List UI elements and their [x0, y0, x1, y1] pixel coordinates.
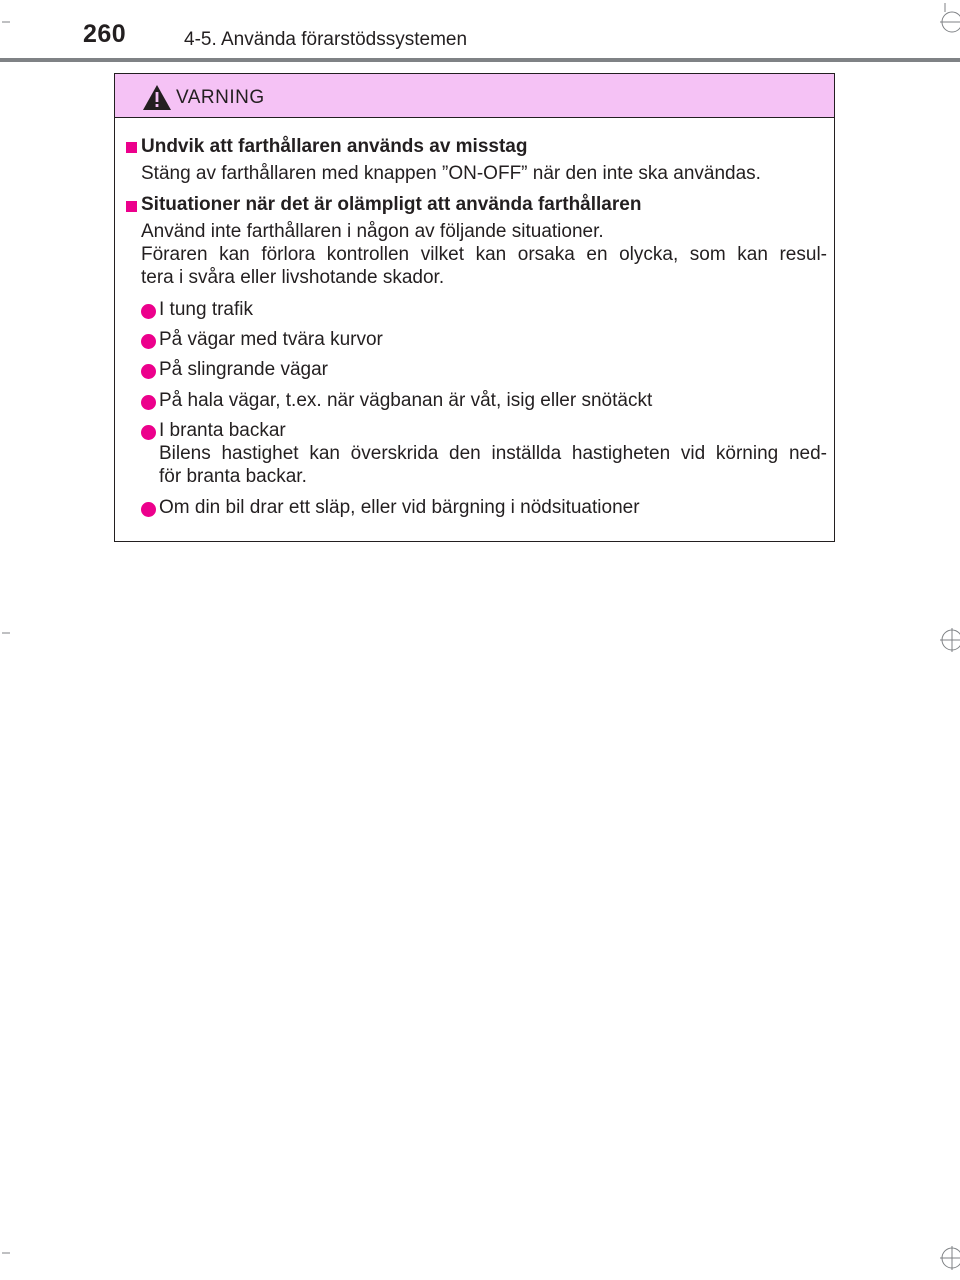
warning-triangle-icon — [142, 84, 172, 111]
round-bullet-icon — [141, 304, 156, 319]
list-item-text: för branta backar. — [159, 466, 307, 487]
list-item: I tung trafik — [159, 299, 253, 320]
warning-box — [114, 73, 835, 542]
list-item: Om din bil drar ett släp, eller vid bärgning i nödsituationer — [159, 497, 640, 518]
list-item-text: Bilens hastighet kan överskrida den inställda hastigheten vid körning ned- — [159, 443, 827, 464]
section-heading: Situationer när det är olämpligt att använda farthållaren — [141, 194, 642, 215]
round-bullet-icon — [141, 502, 156, 517]
list-item: På hala vägar, t.ex. när vägbanan är våt, isig eller snötäckt — [159, 390, 653, 411]
round-bullet-icon — [141, 425, 156, 440]
page-number: 260 — [83, 20, 127, 48]
round-bullet-icon — [141, 364, 156, 379]
list-item: I branta backar — [159, 420, 286, 441]
section-title: 4-5. Använda förarstödssystemen — [184, 29, 468, 50]
body-text: tera i svåra eller livshotande skador. — [141, 267, 445, 288]
warning-header — [115, 74, 834, 118]
warning-label: VARNING — [176, 87, 265, 108]
body-text: Föraren kan förlora kontrollen vilket kan orsaka en olycka, som kan resul- — [141, 244, 827, 265]
round-bullet-icon — [141, 334, 156, 349]
square-bullet-icon — [126, 201, 137, 212]
square-bullet-icon — [126, 142, 137, 153]
round-bullet-icon — [141, 395, 156, 410]
body-text: Använd inte farthållaren i någon av följande situationer. — [141, 221, 604, 242]
section-heading: Undvik att farthållaren används av misstag — [141, 136, 528, 157]
list-item: På vägar med tvära kurvor — [159, 329, 383, 350]
body-text: Stäng av farthållaren med knappen ”ON-OFF” när den inte ska användas. — [141, 163, 761, 184]
list-item: På slingrande vägar — [159, 359, 328, 380]
